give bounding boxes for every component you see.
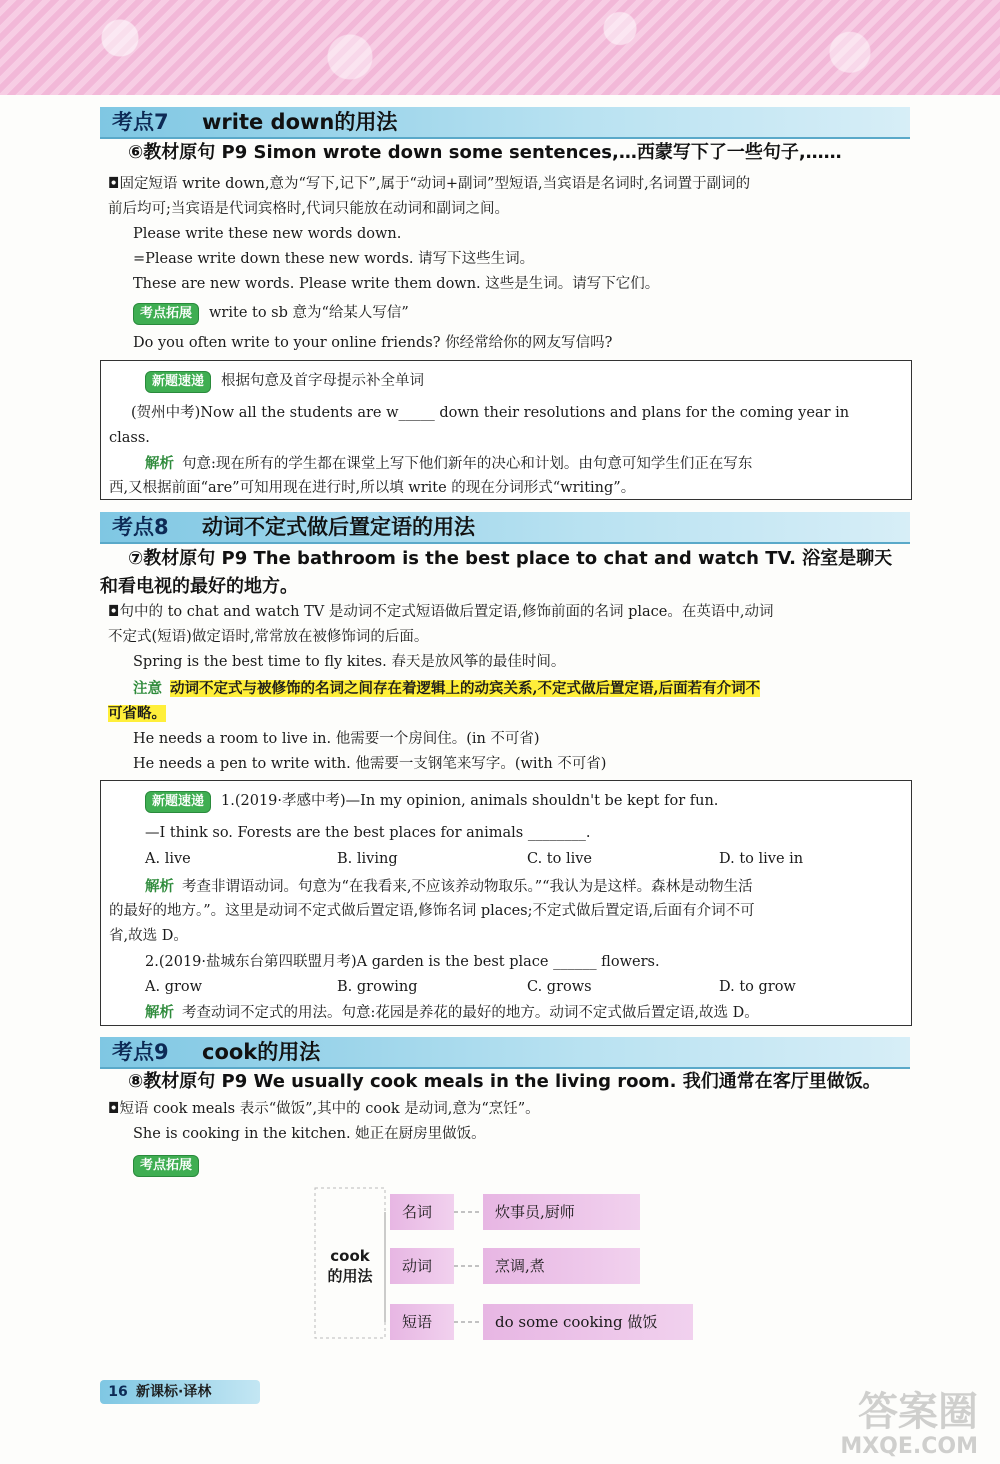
section-number: 考点9 [112, 1040, 169, 1064]
extension-line [133, 301, 409, 326]
analysis-label: 解析 [145, 1004, 174, 1021]
practice-box-kp8 [100, 780, 912, 1026]
analysis-label: 解析 [145, 455, 174, 472]
diagram-node-value: 烹调,煮 [483, 1248, 640, 1284]
question-text: 2.(2019·盐城东台第四联盟月考)A garden is the best place ______ flowers. [145, 954, 660, 970]
explanation-line: 前后均可;当宾语是代词宾格时,代词只能放在动词和副词之间。 [108, 201, 509, 217]
practice-box-kp7 [100, 360, 912, 500]
extension-text: write to sb 意为“给某人写信” [209, 305, 409, 321]
option: D. to grow [719, 979, 796, 995]
analysis-text: 西,又根据前面“are”可知用现在进行时,所以填 write 的现在分词形式“writing”。 [109, 480, 636, 496]
diagram-node-label: 动词 [390, 1248, 454, 1284]
attention-label: 注意 [133, 680, 162, 697]
explanation-line: ◘短语 cook meals 表示“做饭”,其中的 cook 是动词,意为“烹饪”。 [108, 1101, 540, 1117]
example-sentence: =Please write down these new words. 请写下这些生词。 [133, 251, 535, 267]
analysis-text: 句意:现在所有的学生都在课堂上写下他们新年的决心和计划。由句意可知学生们正在写东 [182, 456, 753, 472]
example-sentence: She is cooking in the kitchen. 她正在厨房里做饭。 [133, 1126, 486, 1142]
series-name: 新课标·译林 [136, 1384, 212, 1400]
new-question-tag: 新题速递 [145, 791, 211, 813]
page-footer [100, 1380, 260, 1404]
explanation-line: ◘固定短语 write down,意为“写下,记下”,属于“动词+副词”型短语,当宾语是名词时,名词置于副词的 [108, 176, 751, 192]
attention-text: 可省略。 [108, 705, 166, 722]
diagram-node-value: 炊事员,厨师 [483, 1194, 640, 1230]
textbook-sentence: ⑦教材原句 P9 The bathroom is the best place to chat and watch TV. 浴室是聊天 [128, 548, 893, 569]
box-instruction: 根据句意及首字母提示补全单词 [221, 373, 425, 389]
analysis-text: 考查非谓语动词。句意为“在我看来,不应该养动物取乐。”“我认为是这样。森林是动物生活 [182, 879, 753, 895]
analysis-text: 考查动词不定式的用法。句意:花园是养花的最好的地方。动词不定式做后置定语,故选 D。 [182, 1005, 759, 1021]
example-sentence: Do you often write to your online friends? 你经常给你的网友写信吗? [133, 335, 613, 351]
example-sentence: He needs a pen to write with. 他需要一支钢笔来写字。(with 不可省) [133, 756, 607, 772]
section-title: write down的用法 [202, 110, 398, 134]
option: B. growing [337, 979, 418, 995]
question-text: class. [109, 430, 150, 446]
top-decorative-banner [0, 0, 1000, 95]
box-header [145, 789, 718, 814]
option: A. live [145, 851, 191, 867]
textbook-sentence: 和看电视的最好的地方。 [100, 576, 298, 597]
section-title: 动词不定式做后置定语的用法 [202, 515, 475, 539]
page-number: 16 [108, 1384, 128, 1400]
section-header-kp8 [100, 512, 910, 544]
analysis-text: 的最好的地方。”。这里是动词不定式做后置定语,修饰名词 places;不定式做后置定语,后面有介词不可 [109, 903, 755, 919]
option: B. living [337, 851, 398, 867]
analysis-line [145, 451, 905, 477]
example-sentence: These are new words. Please write them down. 这些是生词。请写下它们。 [133, 276, 660, 292]
extension-tag: 考点拓展 [133, 303, 199, 325]
option: D. to live in [719, 851, 804, 867]
new-question-tag: 新题速递 [145, 371, 211, 393]
section-header-kp7 [100, 107, 910, 139]
section-number: 考点8 [112, 515, 169, 539]
option: C. to live [527, 851, 593, 867]
analysis-label: 解析 [145, 878, 174, 895]
section-title: cook的用法 [202, 1040, 321, 1064]
diagram-node-label: 名词 [390, 1194, 454, 1230]
diagram-node-value: do some cooking 做饭 [483, 1304, 693, 1340]
cook-usage-diagram [300, 1180, 700, 1350]
section-header-kp9 [100, 1037, 910, 1069]
extension-tag: 考点拓展 [133, 1155, 199, 1177]
option: A. grow [145, 979, 203, 995]
extension-line [133, 1153, 209, 1178]
option: C. grows [527, 979, 592, 995]
question-text: 1.(2019·孝感中考)—In my opinion, animals shouldn't be kept for fun. [221, 793, 719, 809]
example-sentence: He needs a room to live in. 他需要一个房间住。(in 不可省) [133, 731, 540, 747]
section-number: 考点7 [112, 110, 169, 134]
textbook-sentence: ⑥教材原句 P9 Simon wrote down some sentences,…西蒙写下了一些句子,…… [128, 142, 842, 163]
example-sentence: Spring is the best time to fly kites. 春天是放风筝的最佳时间。 [133, 654, 566, 670]
site-watermark: 答案圈 MXQE.COM [840, 1389, 978, 1459]
example-sentence: Please write these new words down. [133, 226, 402, 242]
question-text: —I think so. Forests are the best places for animals ________. [145, 825, 591, 841]
analysis-text: 省,故选 D。 [109, 928, 188, 944]
attention-text: 动词不定式与被修饰的名词之间存在着逻辑上的动宾关系,不定式做后置定语,后面若有介词不 [170, 680, 761, 697]
question-text: (贺州中考)Now all the students are w_____ down their resolutions and plans for the coming year in [131, 405, 850, 421]
explanation-line: 不定式(短语)做定语时,常常放在被修饰词的后面。 [108, 629, 429, 645]
attention-note-cont [108, 701, 908, 727]
explanation-line: ◘句中的 to chat and watch TV 是动词不定式短语做后置定语,修饰前面的名词 place。在英语中,动词 [108, 604, 774, 620]
textbook-sentence: ⑧教材原句 P9 We usually cook meals in the living room. 我们通常在客厅里做饭。 [128, 1071, 881, 1092]
attention-note [133, 676, 903, 702]
box-header [145, 369, 424, 394]
diagram-center-label: cook 的用法 [327, 1247, 373, 1285]
analysis-line [145, 1000, 905, 1026]
diagram-node-label: 短语 [390, 1304, 454, 1340]
analysis-line [145, 874, 905, 900]
